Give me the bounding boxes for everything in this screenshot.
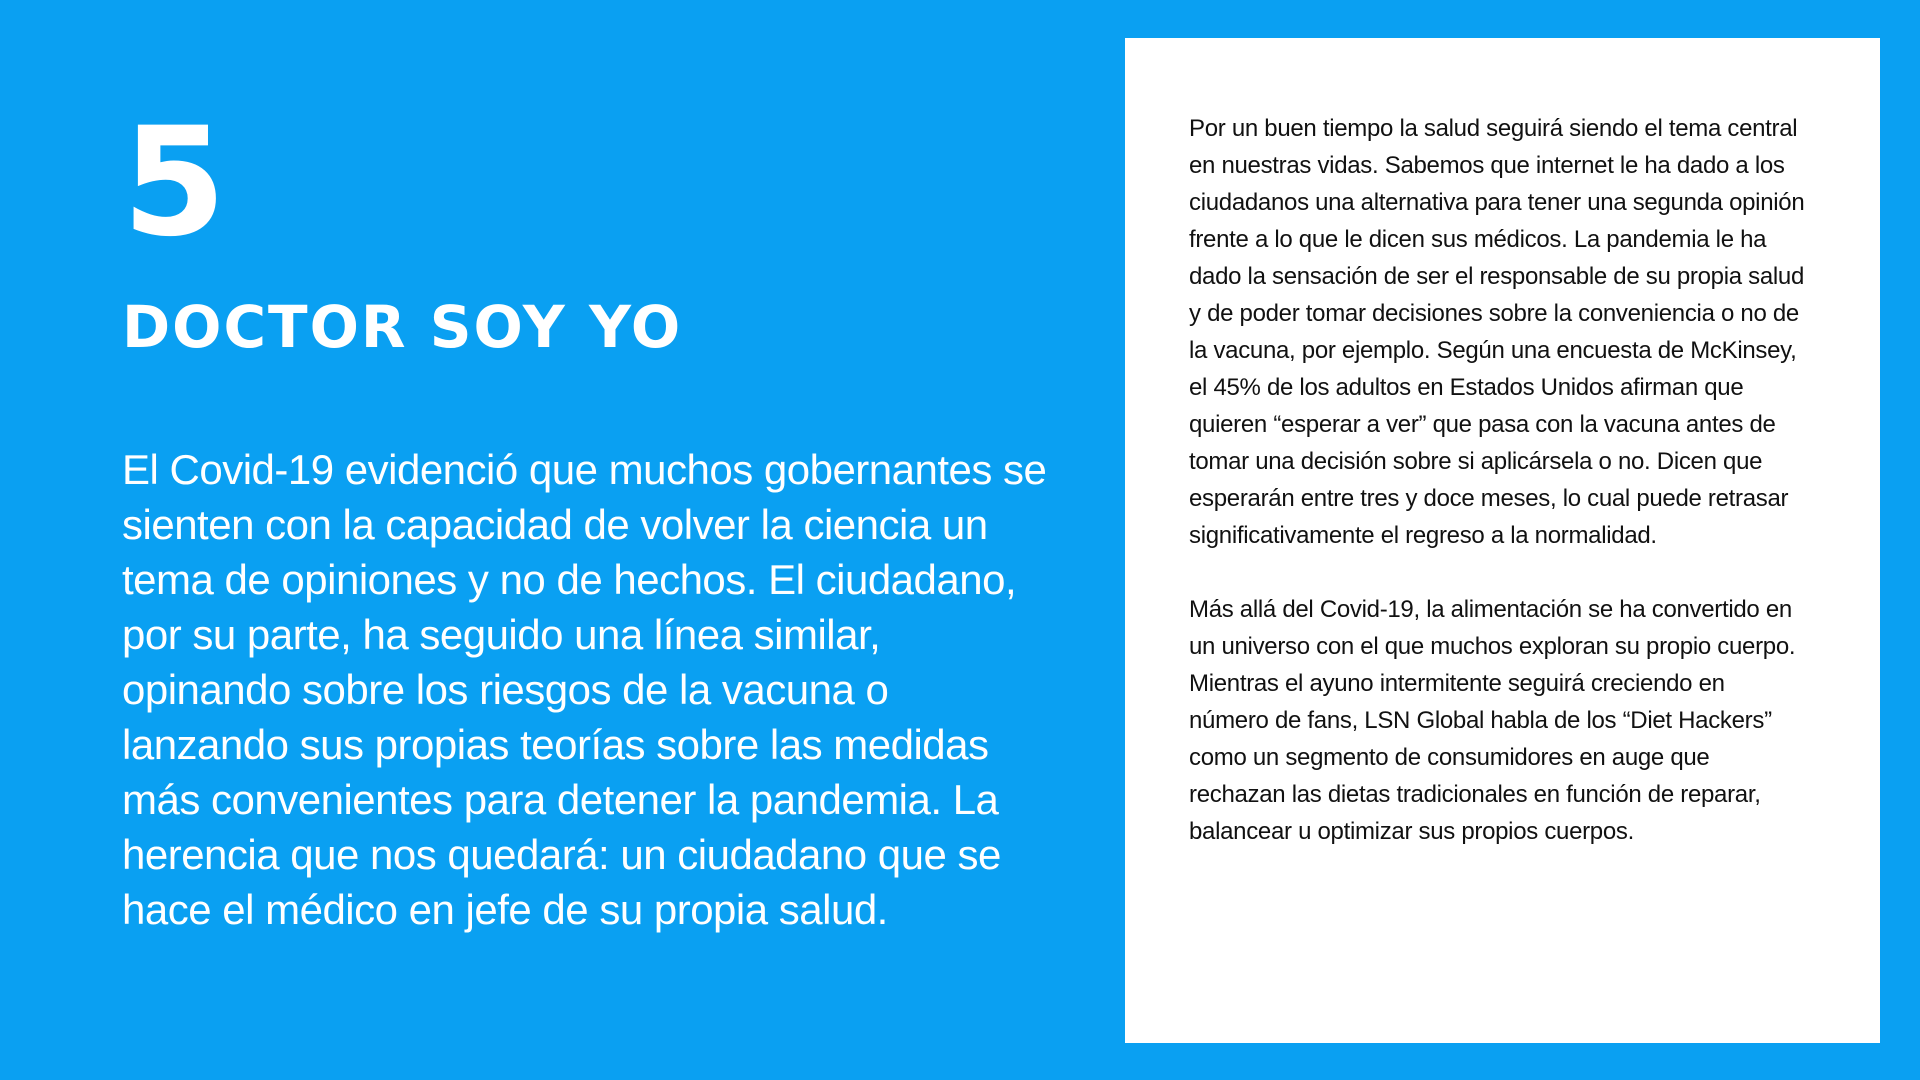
intro-paragraph: El Covid-19 evidenció que muchos gobernantes se sienten con la capacidad de volver la ciencia un tema de opiniones y no de hechos. El ciudadano, por su parte, ha seguido una línea similar, opinando sobre los riesgos de la vacuna o lanzando sus propias teorías sobre las medidas más convenientes para detener la pandemia. La herencia que nos quedará: un ciudadano que se hace el médico en jefe de su propia salud.	[122, 446, 1047, 933]
slide-number: 5	[122, 96, 229, 270]
panel-paragraph: Por un buen tiempo la salud seguirá siendo el tema central en nuestras vidas. Sabemos que internet le ha dado a los ciudadanos una alternativa para tener una segunda opinión frente a lo que le dicen sus médicos. La pandemia le ha dado la sensación de ser el responsable de su propia salud y de poder tomar decisiones sobre la conveniencia o no de la vacuna, por ejemplo. Según una encuesta de McKinsey, el 45% de los adultos en Estados Unidos afirman que quieren “esperar a ver” que pasa con la vacuna antes de tomar una decisión sobre si aplicársela o no. Dicen que esperarán entre tres y doce meses, lo cual puede retrasar significativamente el regreso a la normalidad.	[1189, 115, 1805, 549]
panel-body	[1189, 110, 1809, 850]
left-column	[122, 96, 1052, 937]
panel-paragraph: Más allá del Covid-19, la alimentación se ha convertido en un universo con el que muchos exploran su propio cuerpo. Mientras el ayuno intermitente seguirá creciendo en número de fans, LSN Global habla de los “Diet Hackers” como un segmento de consumidores en auge que rechazan las dietas tradicionales en función de reparar, balancear u optimizar sus propios cuerpos.	[1189, 596, 1796, 845]
slide-title: DOCTOR SOY YO	[122, 293, 683, 361]
text-panel	[1125, 38, 1880, 1043]
